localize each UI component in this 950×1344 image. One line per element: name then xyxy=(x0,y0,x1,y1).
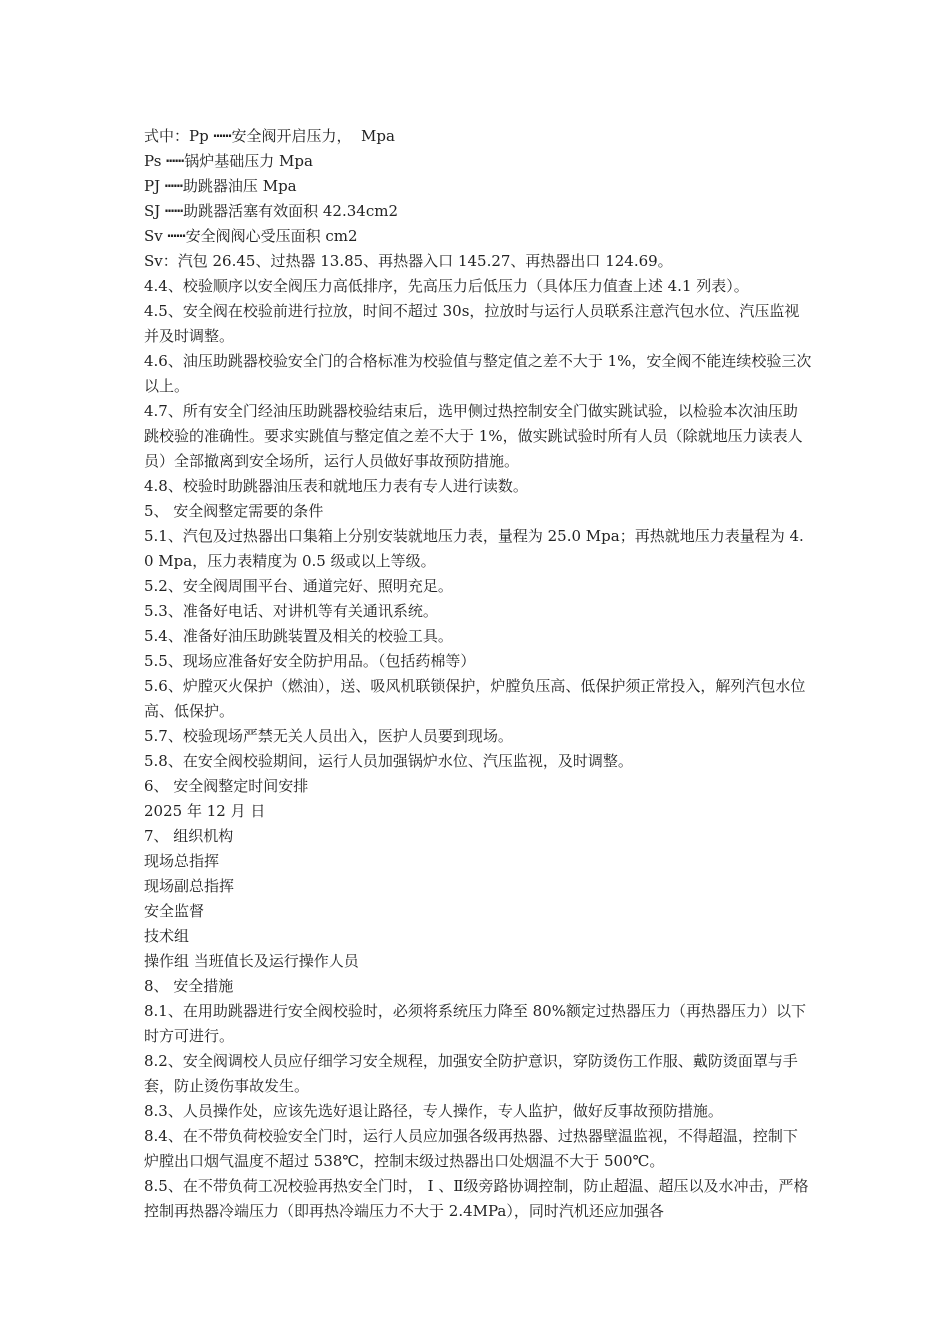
paragraph: 8.5、在不带负荷工况校验再热安全门时， Ⅰ 、Ⅱ级旁路协调控制，防止超温、超压以及水冲击，严格控制再热器冷端压力（即再热冷端压力不大于 2.4MPa），同时汽机还应加强各 xyxy=(144,1177,809,1220)
paragraph: PJ ┅┅助跳器油压 Mpa xyxy=(144,177,297,195)
paragraph: 5.4、准备好油压助跳装置及相关的校验工具。 xyxy=(144,627,453,645)
paragraph: 4.6、油压助跳器校验安全门的合格标准为校验值与整定值之差不大于 1%，安全阀不能连续校验三次以上。 xyxy=(144,352,812,395)
paragraph: 5.5、现场应准备好安全防护用品。（包括药棉等） xyxy=(144,652,476,670)
paragraph: 现场总指挥 xyxy=(144,852,220,870)
paragraph: 5.8、在安全阀校验期间，运行人员加强锅炉水位、汽压监视，及时调整。 xyxy=(144,752,633,770)
paragraph: 8、 安全措施 xyxy=(144,977,234,995)
paragraph: 8.3、人员操作处，应该先选好退让路径，专人操作，专人监护，做好反事故预防措施。 xyxy=(144,1102,723,1120)
paragraph: 6、 安全阀整定时间安排 xyxy=(144,777,309,795)
paragraph: 2025 年 12 月 日 xyxy=(144,802,266,820)
paragraph: 5.7、校验现场严禁无关人员出入，医护人员要到现场。 xyxy=(144,727,513,745)
paragraph: 5.3、准备好电话、对讲机等有关通讯系统。 xyxy=(144,602,438,620)
document-body xyxy=(144,124,812,1224)
paragraph: Ps ┅┅锅炉基础压力 Mpa xyxy=(144,152,313,170)
paragraph: 5.2、安全阀周围平台、通道完好、照明充足。 xyxy=(144,577,453,595)
paragraph: 4.5、安全阀在校验前进行拉放，时间不超过 30s，拉放时与运行人员联系注意汽包水位、汽压监视并及时调整。 xyxy=(144,302,800,345)
paragraph: 7、 组织机构 xyxy=(144,827,234,845)
paragraph: 现场副总指挥 xyxy=(144,877,235,895)
paragraph: Sv ┅┅安全阀阀心受压面积 cm2 xyxy=(144,227,358,245)
paragraph: 操作组 当班值长及运行操作人员 xyxy=(144,952,359,970)
paragraph: 技术组 xyxy=(144,927,190,945)
paragraph: 安全监督 xyxy=(144,902,205,920)
paragraph: 5.1、汽包及过热器出口集箱上分别安装就地压力表，量程为 25.0 Mpa；再热就地压力表量程为 4.0 Mpa，压力表精度为 0.5 级或以上等级。 xyxy=(144,527,804,570)
paragraph: 8.1、在用助跳器进行安全阀校验时，必须将系统压力降至 80%额定过热器压力（再热器压力）以下时方可进行。 xyxy=(144,1002,806,1045)
paragraph: 4.7、所有安全门经油压助跳器校验结束后，选甲侧过热控制安全门做实跳试验，以检验本次油压助跳校验的准确性。要求实跳值与整定值之差不大于 1%，做实跳试验时所有人员（除就地压力读表人员）全部撤离到安全场所，运行人员做好事故预防措施。 xyxy=(144,402,803,470)
paragraph: Sv：汽包 26.45、过热器 13.85、再热器入口 145.27、再热器出口 124.69。 xyxy=(144,252,673,270)
paragraph: SJ ┅┅助跳器活塞有效面积 42.34cm2 xyxy=(144,202,398,220)
paragraph: 8.2、安全阀调校人员应仔细学习安全规程，加强安全防护意识，穿防烫伤工作服、戴防烫面罩与手套，防止烫伤事故发生。 xyxy=(144,1052,798,1095)
paragraph: 5.6、炉膛灭火保护（燃油），送、吸风机联锁保护，炉膛负压高、低保护须正常投入，解列汽包水位高、低保护。 xyxy=(144,677,806,720)
paragraph: 8.4、在不带负荷校验安全门时，运行人员应加强各级再热器、过热器壁温监视，不得超温，控制下炉膛出口烟气温度不超过 538℃，控制末级过热器出口处烟温不大于 500℃。 xyxy=(144,1127,798,1170)
paragraph: 5、 安全阀整定需要的条件 xyxy=(144,502,324,520)
paragraph: 式中：Pp ┅┅安全阀开启压力， Mpa xyxy=(144,127,395,145)
paragraph: 4.4、校验顺序以安全阀压力高低排序，先高压力后低压力（具体压力值查上述 4.1 列表）。 xyxy=(144,277,749,295)
paragraph: 4.8、校验时助跳器油压表和就地压力表有专人进行读数。 xyxy=(144,477,528,495)
